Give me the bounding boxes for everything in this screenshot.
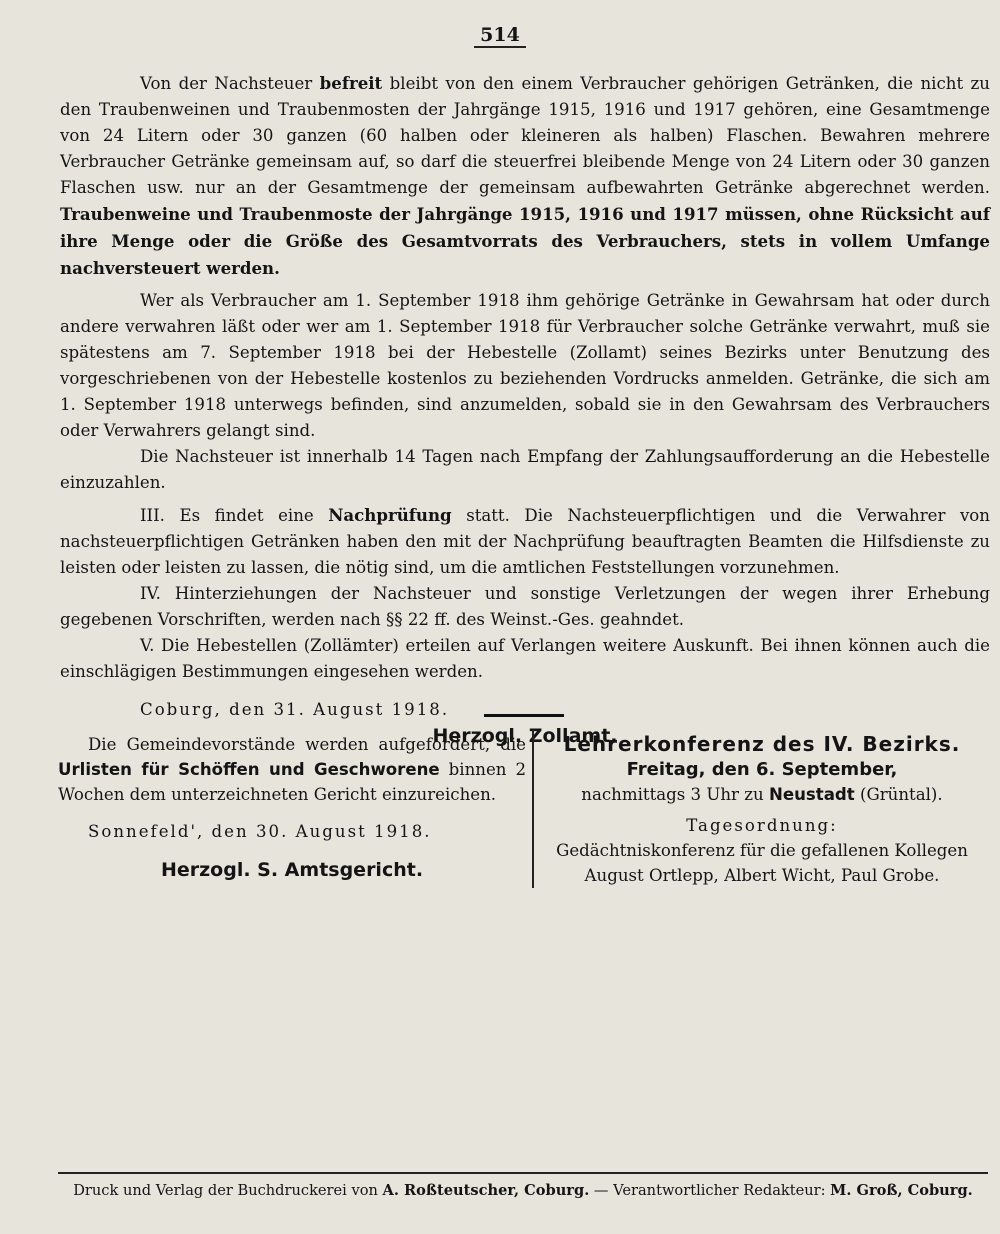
column-divider <box>532 730 534 888</box>
signature: Herzogl. Zollamt. <box>432 725 618 747</box>
jury-lists-signature: Herzogl. S. Amtsgericht. <box>160 859 424 881</box>
notice-jury-lists <box>58 732 526 883</box>
paragraph-information: V. Die Hebestellen (Zollämter) erteilen auf Verlangen weitere Auskunft. Bei ihnen können auch die einschlägigen Bestimmungen eingesehen werden. <box>60 636 990 681</box>
conference-time-place: nachmittags 3 Uhr zu Neustadt (Grüntal). <box>581 785 943 804</box>
jury-lists-text: Die Gemeindevorstände werden aufgefordert, die Urlisten für Schöffen und Geschworene binnen 2 Wochen dem unterzeichneten Gericht einzureichen. <box>58 735 527 804</box>
paragraph-exemption: Von der Nachsteuer befreit bleibt von den einem Verbraucher gehörigen Getränken, die nicht zu den Traubenweinen und Traubenmosten der Jahrgänge 1915, 1916 und 1917 gehören, eine Gesamtmenge von 24 Litern oder 30 ganzen (60 halben oder kleineren als halben) Flaschen. Bewahren mehrere Verbraucher Getränke gemeinsam auf, so darf die steuerfrei bleibende Menge von 24 Litern oder 30 ganzen Flaschen usw. nur an der Gesamtmenge der gemeinsam aufbewahrten Getränke abgerechnet werden. Traubenweine und Traubenmoste der Jahrgänge 1915, 1916 und 1917 müssen, ohne Rücksicht auf ihre Menge oder die Größe des Gesamtvorrats des Verbrauchers, stets in vollem Umfange nachversteuert werden. <box>60 73 990 278</box>
conference-date: Freitag, den 6. September, <box>626 759 898 780</box>
paragraph-inspection: III. Es findet eine Nachprüfung statt. Die Nachsteuerpflichtigen und die Verwahrer von nachsteuerpflichtigen Getränken haben den mit der Nachprüfung beauftragten Beamten die Hilfsdienste zu leisten oder leisten zu lassen, die nötig sind, um die amtlichen Feststellungen vorzunehmen. <box>60 505 990 577</box>
section-divider <box>484 714 564 717</box>
agenda-text: Gedächtniskonferenz für die gefallenen Kollegen August Ortlepp, Albert Wicht, Paul Grobe. <box>556 841 968 885</box>
notice-teacher-conference <box>542 732 982 888</box>
conference-title: Lehrerkonferenz des IV. Bezirks. <box>563 732 961 756</box>
jury-lists-place-date: Sonnefeld', den 30. August 1918. <box>88 822 432 841</box>
paragraph-payment: Die Nachsteuer ist innerhalb 14 Tagen nach Empfang der Zahlungsaufforderung an die Hebestelle einzuzahlen. <box>60 447 990 492</box>
paragraph-penalties: IV. Hinterziehungen der Nachsteuer und sonstige Verletzungen der wegen ihrer Erhebung gegebenen Vorschriften, werden nach §§ 22 ff. des Weinst.-Ges. geahndet. <box>60 584 990 629</box>
main-text <box>60 70 990 749</box>
place-date: Coburg, den 31. August 1918. <box>140 700 450 719</box>
footer-rule <box>58 1172 988 1174</box>
page-number: 514 <box>0 24 1000 46</box>
agenda-label: Tagesordnung: <box>686 816 838 835</box>
footer-imprint: Druck und Verlag der Buchdruckerei von A. Roßteutscher, Coburg. — Verantwortlicher Redakteur: M. Groß, Coburg. <box>73 1182 973 1199</box>
paragraph-registration: Wer als Verbraucher am 1. September 1918 ihm gehörige Getränke in Gewahrsam hat oder durch andere verwahren läßt oder wer am 1. September 1918 für Verbraucher solche Getränke verwahrt, muß sie spätestens am 7. September 1918 bei der Hebestelle (Zollamt) seines Bezirks unter Benutzung des vorgeschriebenen von der Hebestelle kostenlos zu beziehenden Vordrucks anmelden. Getränke, die sich am 1. September 1918 unterwegs befinden, sind anzumelden, sobald sie in den Gewahrsam des Verbrauchers oder Verwahrers gelangt sind. <box>60 291 990 440</box>
